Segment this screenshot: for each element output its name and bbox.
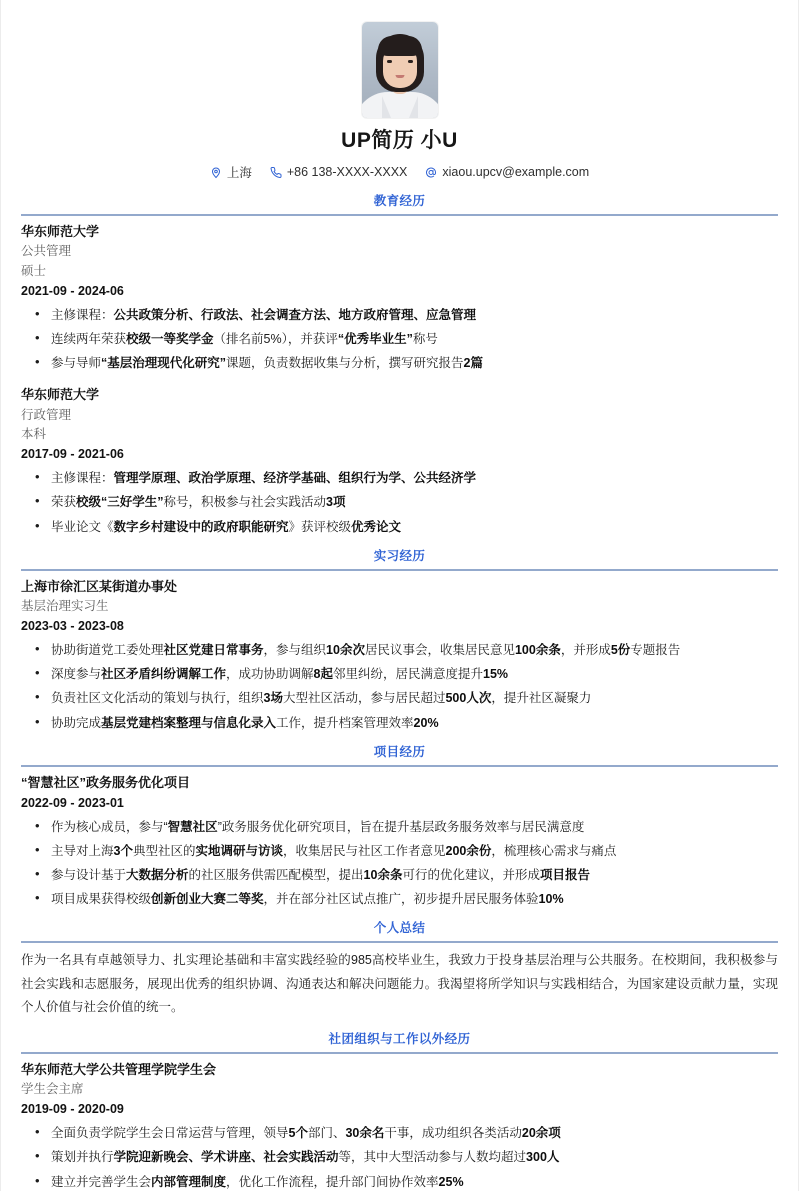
- bullet-item: • 主导对上海3个典型社区的实地调研与访谈，收集居民与社区工作者意见200余份，梳理核心需求与痛点: [21, 842, 778, 860]
- entry-bullet-list: [21, 641, 778, 732]
- bullet-item: • 深度参与社区矛盾纠纷调解工作，成功协助调解8起邻里纠纷，居民满意度提升15%: [21, 665, 778, 683]
- bullet-item: • 项目成果获得校级创新创业大赛二等奖，并在部分社区试点推广，初步提升居民服务体验10%: [21, 890, 778, 908]
- contact-location-text: 上海: [226, 166, 252, 181]
- entry-bullet-list: [21, 469, 778, 535]
- section-divider: [21, 1052, 778, 1054]
- candidate-name: UP简历 小U: [341, 129, 458, 152]
- entry-bullet-list: [21, 1124, 778, 1190]
- bullet-item: • 全面负责学院学生会日常运营与管理，领导5个部门、30余名干事，成功组织各类活动20余项: [21, 1124, 778, 1142]
- entry-organization: “智慧社区”政务服务优化项目: [21, 774, 191, 790]
- entry-role: 公共管理: [21, 244, 72, 259]
- bullet-item: • 参与导师“基层治理现代化研究”课题，负责数据收集与分析，撰写研究报告2篇: [21, 354, 778, 372]
- entry-dates: 2022-09 - 2023-01: [21, 795, 124, 810]
- entry-degree: 硕士: [21, 263, 47, 278]
- summary-paragraph: 作为一名具有卓越领导力、扎实理论基础和丰富实践经验的985高校毕业生，我致力于投身基层治理与公共服务。在校期间，我积极参与社会实践和志愿服务，展现出优秀的组织协调、沟通表达和解决问题能力。我渴望将所学知识与实践相结合，为国家建设贡献力量，实现个人价值与社会价值的统一。: [21, 953, 778, 1014]
- bullet-item: • 负责社区文化活动的策划与执行，组织3场大型社区活动，参与居民超过500人次，提升社区凝聚力: [21, 689, 778, 707]
- entry-dates: 2017-09 - 2021-06: [21, 447, 124, 462]
- section-title: 项目经历: [373, 744, 426, 759]
- bullet-item: • 主修课程：公共政策分析、行政法、社会调查方法、地方政府管理、应急管理: [21, 306, 778, 324]
- entry-bullet-list: [21, 306, 778, 372]
- section-divider: [21, 214, 778, 216]
- experience-entry: [21, 773, 778, 909]
- contact-email-text: xiaou.upcv@example.com: [442, 165, 590, 180]
- entry-role: 基层治理实习生: [21, 598, 109, 613]
- entry-dates: 2019-09 - 2020-09: [21, 1102, 124, 1117]
- bullet-item: • 作为核心成员，参与“智慧社区”政务服务优化研究项目，旨在提升基层政务服务效率与居民满意度: [21, 818, 778, 836]
- phone-icon: [270, 166, 282, 179]
- section-title: 个人总结: [373, 921, 426, 936]
- bullet-item: • 协助街道党工委处理社区党建日常事务，参与组织10余次居民议事会，收集居民意见100余条，并形成5份专题报告: [21, 641, 778, 659]
- section-internship: [21, 549, 778, 732]
- section-title: 社团组织与工作以外经历: [328, 1031, 471, 1046]
- experience-entry: [21, 577, 778, 732]
- email-at-icon: [425, 166, 437, 179]
- contact-phone: [270, 165, 408, 179]
- entry-bullet-list: [21, 818, 778, 909]
- entry-organization: 上海市徐汇区某街道办事处: [21, 578, 178, 594]
- section-divider: [21, 569, 778, 571]
- bullet-item: • 策划并执行学院迎新晚会、学术讲座、社会实践活动等，其中大型活动参与人数均超过300人: [21, 1148, 778, 1166]
- contact-list: [21, 163, 778, 181]
- resume-sections: [21, 194, 778, 1190]
- section-activities: [21, 1032, 778, 1191]
- contact-email: [425, 165, 589, 179]
- bullet-item: • 参与设计基于大数据分析的社区服务供需匹配模型，提出10余条可行的优化建议，并形成项目报告: [21, 866, 778, 884]
- profile-photo: [362, 22, 438, 118]
- location-pin-icon: [210, 166, 222, 179]
- experience-entry: [21, 1060, 778, 1191]
- entry-organization: 华东师范大学公共管理学院学生会: [21, 1061, 217, 1077]
- bullet-item: • 主修课程：管理学原理、政治学原理、经济学基础、组织行为学、公共经济学: [21, 469, 778, 487]
- bullet-item: • 建立并完善学生会内部管理制度，优化工作流程，提升部门间协作效率25%: [21, 1173, 778, 1191]
- entry-dates: 2023-03 - 2023-08: [21, 619, 124, 634]
- entry-role: 行政管理: [21, 407, 72, 422]
- bullet-item: • 协助完成基层党建档案整理与信息化录入工作，提升档案管理效率20%: [21, 714, 778, 732]
- experience-entry: [21, 222, 778, 372]
- section-education: [21, 194, 778, 536]
- section-title: 教育经历: [373, 194, 426, 209]
- contact-location: [210, 163, 252, 181]
- entry-role: 学生会主席: [21, 1081, 84, 1096]
- contact-phone-text: +86 138-XXXX-XXXX: [286, 165, 408, 180]
- entry-degree: 本科: [21, 426, 47, 441]
- section-projects: [21, 745, 778, 909]
- bullet-item: • 毕业论文《数字乡村建设中的政府职能研究》获评校级优秀论文: [21, 518, 778, 536]
- section-summary: [21, 921, 778, 1018]
- section-divider: [21, 941, 778, 943]
- photo-wrapper: [21, 22, 778, 118]
- entry-dates: 2021-09 - 2024-06: [21, 284, 124, 299]
- resume-header: [21, 18, 778, 181]
- experience-entry: [21, 385, 778, 535]
- entry-organization: 华东师范大学: [21, 224, 100, 240]
- bullet-item: • 荣获校级“三好学生”称号，积极参与社会实践活动3项: [21, 493, 778, 511]
- bullet-item: • 连续两年荣获校级一等奖学金（排名前5%），并获评“优秀毕业生”称号: [21, 330, 778, 348]
- section-title: 实习经历: [373, 548, 426, 563]
- entry-organization: 华东师范大学: [21, 387, 100, 403]
- section-divider: [21, 765, 778, 767]
